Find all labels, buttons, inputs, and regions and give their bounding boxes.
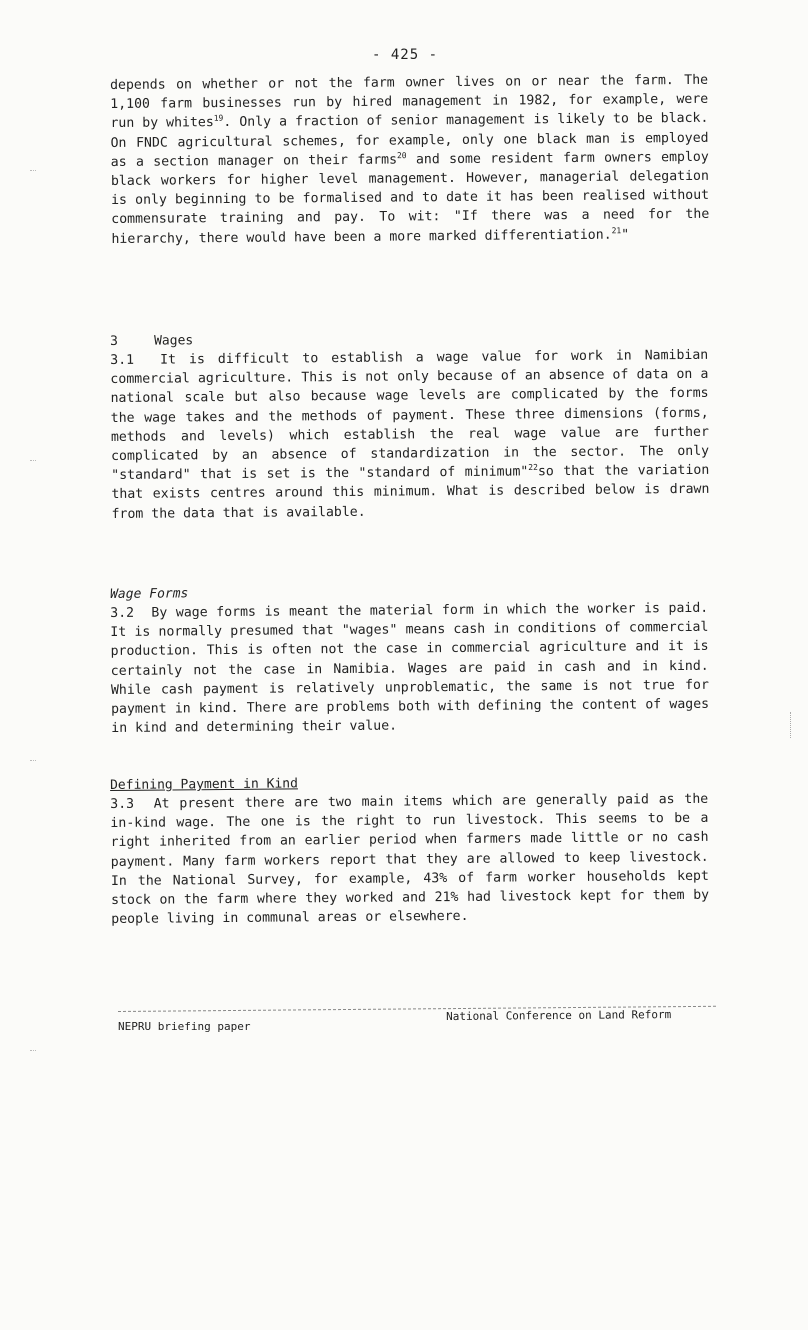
section-heading: 3 Wages	[110, 333, 194, 349]
section-3	[110, 328, 710, 524]
wage-forms-section	[110, 581, 709, 739]
intro-paragraph: depends on whether or not the farm owner lives on or near the farm. The 1,100 farm businesses run by hired management in 1982, for example, were run by whites$^{19}$. Only a fraction of senior management is likely to be black. On FNDC agricultural schemes, for example, only one black man is employed as a section manager on their farms$^{20}$ and some resident farm owners employ black workers for higher level management. However, managerial delegation is only beginning to be formalised and to date it has been realised without commensurate training and pay. To wit: "If there was a need for the hierarchy, there would have been a more marked differentiation.$^{21}$"	[110, 72, 710, 247]
paragraph-3-1: 3.1 It is difficult to establish a wage value for work in Namibian commercial agriculture. This is not only because of an absence of data on a national scale but also because wage levels are complicated by the forms the wage takes and the methods of payment. These three dimensions (forms, methods and levels) which establish the real wage value are further complicated by an absence of standardization in the sector. The only "standard" that is set is the "standard of minimum"$^{22}$so that the variation that exists centres around this minimum. What is described below is drawn from the data that is available.	[110, 347, 710, 522]
wage-forms-heading: Wage Forms	[110, 586, 189, 602]
footer-left: NEPRU briefing paper	[118, 1020, 251, 1033]
footnote-ref: 22	[528, 463, 538, 473]
page-number: - 425 -	[372, 47, 439, 63]
footnote-ref: 20	[396, 150, 407, 160]
scan-mark	[30, 760, 36, 761]
paragraph-3-3: 3.3 At present there are two main items which are generally paid as the in-kind wage. The one is the right to run livestock. This seems to be a right inherited from an earlier period when farmers made little or no cash payment. Many farm workers report that they are allowed to keep livestock. In the National Survey, for example, 43% of farm worker households kept stock on the farm where they worked and 21% had livestock kept for them by people living in communal areas or elsewhere.	[110, 791, 710, 928]
scan-mark	[30, 460, 36, 461]
scan-mark	[30, 170, 36, 171]
defining-payment-section	[110, 772, 709, 930]
footer-right: National Conference on Land Reform	[446, 1008, 672, 1023]
margin-mark	[790, 712, 792, 738]
paragraph-3-2: 3.2 By wage forms is meant the material form in which the worker is paid. It is normally presumed that "wages" means cash in conditions of commercial production. This is often not the case in commercial agriculture and it is certainly not the case in Namibia. Wages are paid in cash and in kind. While cash payment is relatively unproblematic, the same is not true for payment in kind. There are problems both with defining the content of wages in kind and determining their value.	[110, 600, 710, 737]
scan-mark	[30, 1050, 36, 1051]
footnote-ref: 19	[213, 114, 224, 124]
footnote-ref: 21	[611, 225, 622, 235]
defining-payment-heading: Defining Payment in Kind	[110, 776, 298, 793]
